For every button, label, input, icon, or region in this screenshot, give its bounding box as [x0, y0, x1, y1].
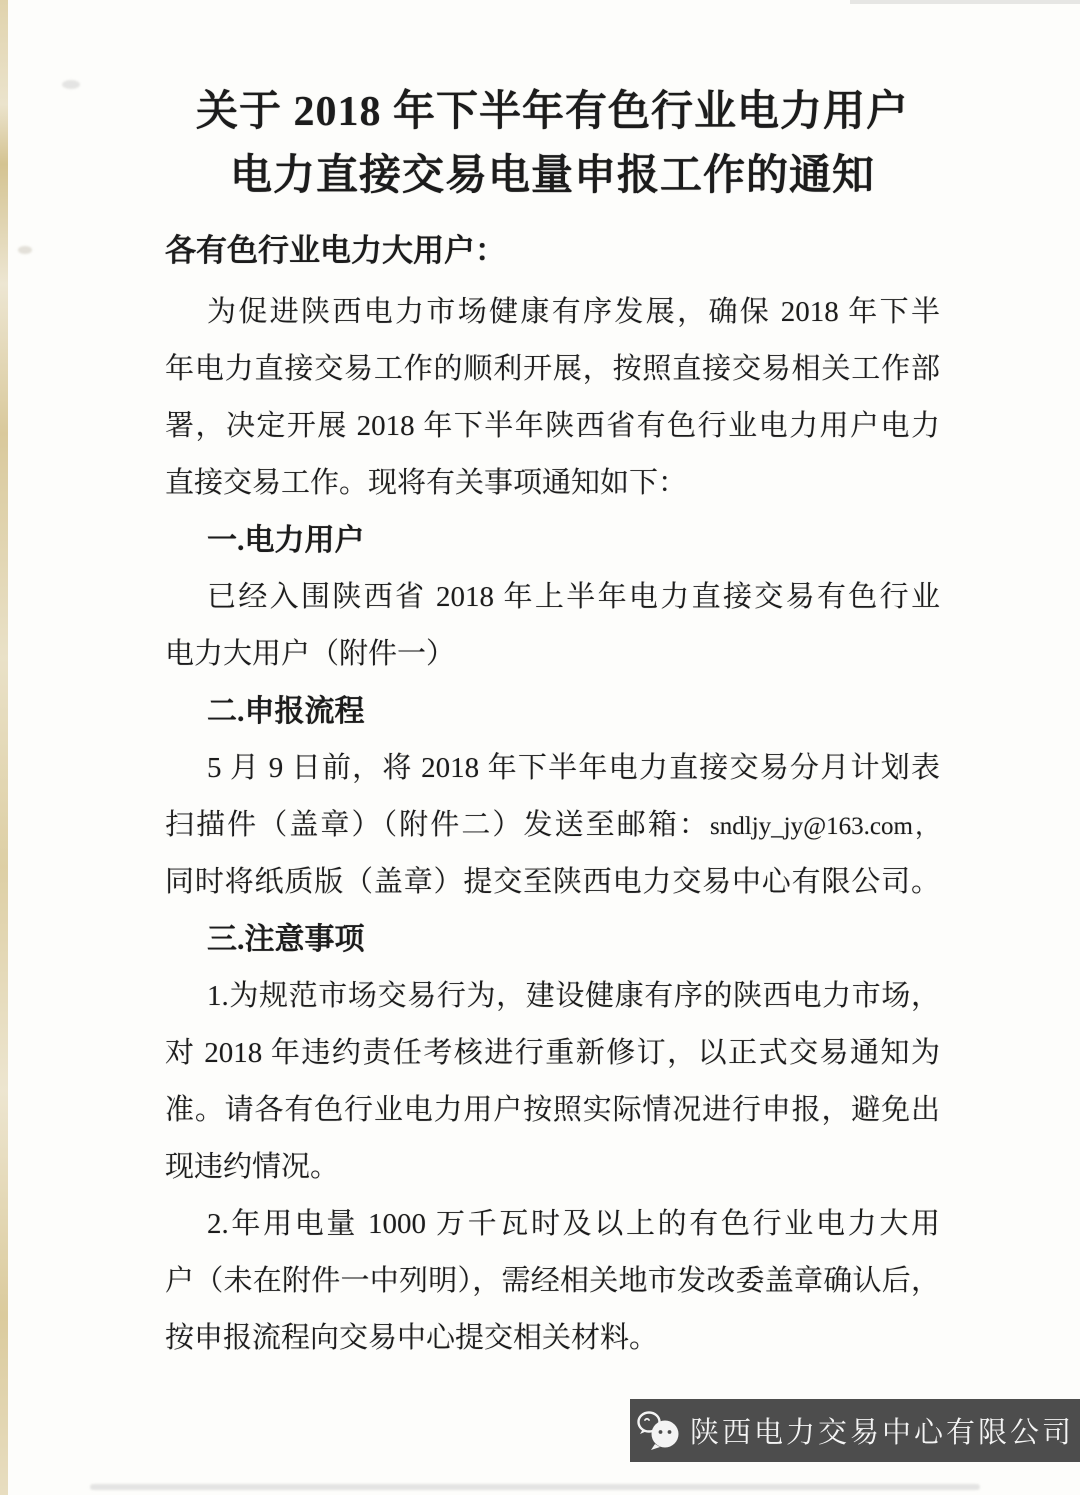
paragraph-1 — [165, 284, 940, 1367]
paragraph-line: 1.为规范市场交易行为，建设健康有序的陕西电力市场， — [207, 980, 940, 1012]
top-edge-scan-streak — [850, 0, 1080, 4]
footer-watermark-bar — [630, 1399, 1080, 1462]
scan-speck — [18, 246, 32, 254]
section-heading-1: 一.电力用户 — [207, 524, 365, 557]
section-heading-3: 三.注意事项 — [207, 923, 365, 956]
paragraph-line: 同时将纸质版（盖章）提交至陕西电力交易中心有限公司。 — [165, 866, 940, 898]
paragraph-line: 按申报流程向交易中心提交相关材料。 — [165, 1322, 659, 1354]
paragraph-line: 为促进陕西电力市场健康有序发展，确保 2018 年下半 — [207, 296, 940, 328]
paragraph-line: 现违约情况。 — [165, 1151, 340, 1183]
scan-speck — [62, 80, 80, 89]
paragraph-line: 准。请各有色行业电力用户按照实际情况进行申报，避免出 — [165, 1094, 940, 1126]
left-edge-scan-strip — [0, 0, 8, 1495]
bottom-scan-streak — [90, 1484, 980, 1490]
paragraph-line: 署，决定开展 2018 年下半年陕西省有色行业电力用户电力 — [165, 410, 940, 442]
document-title — [165, 80, 940, 208]
title-line-2: 电力直接交易电量申报工作的通知 — [229, 153, 875, 199]
paragraph-line: 直接交易工作。现将有关事项通知如下： — [165, 467, 688, 499]
section-heading-2: 二.申报流程 — [207, 695, 365, 728]
paragraph-line: 电力大用户（附件一） — [165, 638, 456, 670]
paragraph-line: 已经入围陕西省 2018 年上半年电力直接交易有色行业 — [207, 581, 940, 613]
footer-company-name: 陕西电力交易中心有限公司 — [689, 1417, 1074, 1449]
email-address: sndljy_jy@163.com， — [710, 813, 940, 840]
paragraph-line — [165, 797, 940, 854]
paragraph-line-text: 扫描件（盖章）（附件二）发送至邮箱： — [165, 809, 711, 841]
paragraph-line: 户（未在附件一中列明），需经相关地市发改委盖章确认后， — [165, 1265, 940, 1297]
paragraph-line: 年电力直接交易工作的顺利开展，按照直接交易相关工作部 — [165, 353, 940, 385]
paragraph-line: 5 月 9 日前，将 2018 年下半年电力直接交易分月计划表 — [207, 752, 940, 784]
title-line-1: 关于 2018 年下半年有色行业电力用户 — [195, 89, 909, 135]
paragraph-line: 对 2018 年违约责任考核进行重新修订，以正式交易通知为 — [165, 1037, 940, 1069]
wechat-logo-icon — [636, 1410, 682, 1452]
salutation: 各有色行业电力大用户： — [165, 233, 506, 268]
paragraph-line: 2.年用电量 1000 万千瓦时及以上的有色行业电力大用 — [207, 1208, 940, 1240]
document-body — [0, 80, 1080, 1367]
